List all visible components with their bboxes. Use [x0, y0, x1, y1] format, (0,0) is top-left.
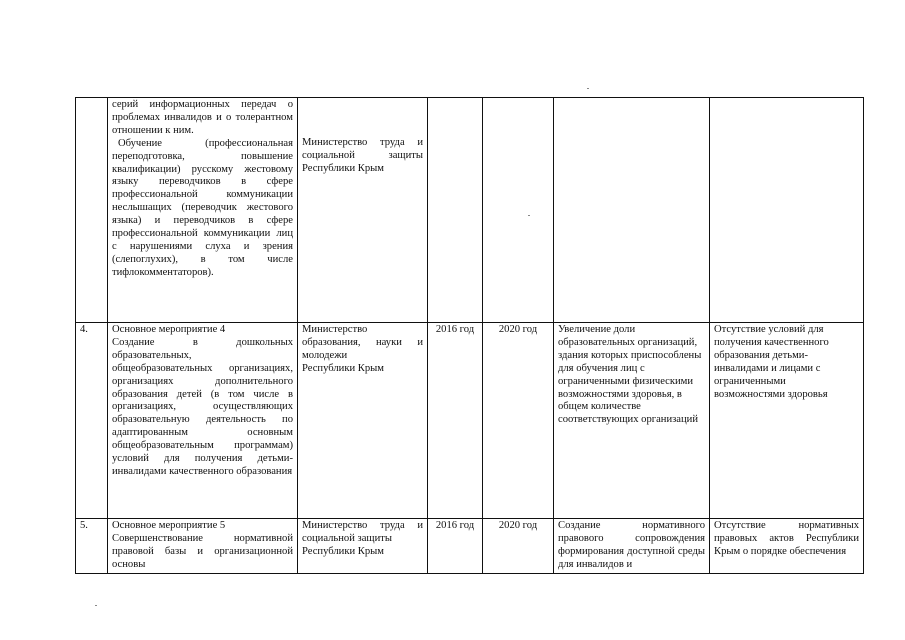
start-year-cell: 2016 год	[428, 519, 483, 574]
executor-text: Министерство образования, науки и молодежи	[302, 324, 423, 361]
start-year-cell: 2016 год	[428, 323, 483, 519]
start-year-cell	[428, 98, 483, 323]
executor-text: Министерство труда и социальной защиты	[302, 520, 423, 544]
table-row	[76, 323, 864, 519]
program-activities-table	[75, 97, 864, 574]
executor-cell	[298, 323, 428, 519]
end-year-cell	[483, 98, 554, 323]
activity-text: Обучение (профессиональная переподготовка, повышение квалификации) русскому жестовому языку переводчиков в сфере профессиональной коммуникации неслышащих (переводчик жестового языка) и переводчиков в сфере профессиональной коммуникации лиц с нарушениями слуха и зрения (слепоглухих), в том числе тифлокомментаторов).	[112, 137, 293, 278]
activity-cell	[108, 323, 298, 519]
activity-text: серий информационных передач о проблемах инвалидов и о толерантном отношении к ним.	[112, 99, 293, 136]
consequence-cell: Отсутствие нормативных правовых актов Республики Крым о порядке обеспечения	[710, 519, 864, 574]
activity-text: Совершенствование нормативной правовой базы и организационной основы	[112, 532, 293, 570]
executor-cell	[298, 98, 428, 323]
result-cell	[554, 98, 710, 323]
row-number	[76, 98, 108, 323]
executor-text: Республики Крым	[302, 362, 384, 374]
activity-cell	[108, 519, 298, 574]
activity-text: Создание в дошкольных образовательных, общеобразовательных организациях, организациях дополнительного образования детей (в том числе в организациях, осуществляющих образовательную деятельность по адаптированным основным общеобразовательным программам) условий для получения детьми-инвалидами качественного образования	[112, 336, 293, 477]
executor-text	[302, 99, 423, 137]
end-year-cell: 2020 год	[483, 519, 554, 574]
activity-cell	[108, 98, 298, 323]
activity-title: Основное мероприятие 4	[112, 324, 226, 335]
consequence-cell	[710, 98, 864, 323]
end-year-cell: 2020 год	[483, 323, 554, 519]
row-number: 4.	[76, 323, 108, 519]
executor-text: Республики Крым	[302, 545, 384, 557]
result-cell: Создание нормативного правового сопровождения формирования доступной среды для инвалидов и	[554, 519, 710, 574]
executor-text: Министерство труда и социальной защиты Республики Крым	[302, 137, 423, 174]
scan-speck	[95, 605, 97, 606]
row-number: 5.	[76, 519, 108, 574]
table-row	[76, 98, 864, 323]
consequence-cell: Отсутствие условий для получения качественного образования детьми-инвалидами и лицами с ограниченными возможностями здоровья	[710, 323, 864, 519]
result-cell: Увеличение доли образовательных организаций, здания которых приспособлены для обучения лиц с ограниченными физическими возможностями здоровья, в общем количестве соответствующих организаций	[554, 323, 710, 519]
table-row	[76, 519, 864, 574]
scan-speck	[587, 88, 589, 89]
executor-cell	[298, 519, 428, 574]
activity-title: Основное мероприятие 5	[112, 520, 226, 531]
